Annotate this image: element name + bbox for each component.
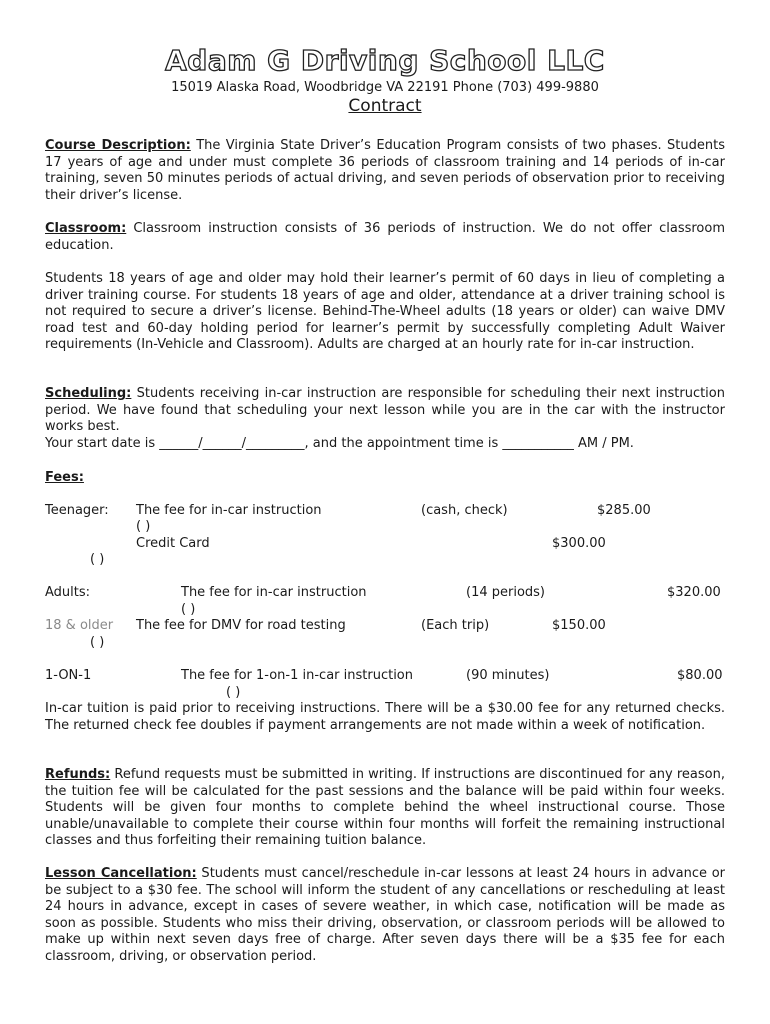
classroom-paragraph (45, 221, 725, 254)
tuition-paragraph: In-car tuition is paid prior to receiving instructions. There will be a $30.00 fee for any returned checks. The returned check fee doubles if payment arrangements are not made within a week of notification. (45, 701, 725, 733)
refunds-text: Refund requests must be submitted in writing. If instructions are discontinued for any reason, the tuition fee will be calculated for the past sessions and the balance will be paid within four weeks. Students will be given four months to complete behind the wheel instructional course. Those unable/unavailable to complete their course within four months will forfeit the remaining instructional classes and thus forfeiting their remaining tuition balance. (45, 767, 725, 849)
scheduling-label: Scheduling: (45, 386, 132, 401)
credit-card-label: Credit Card (136, 536, 210, 551)
adults-label: Adults: (45, 585, 91, 600)
refunds-paragraph (45, 767, 725, 850)
dmv-price: $150.00 (552, 618, 606, 633)
one-on-one-minutes: (90 minutes) (466, 668, 550, 683)
contract-heading: Contract (348, 96, 422, 116)
adult-checkbox-blank: ( ) (181, 602, 196, 617)
eighteen-older-label: 18 & older (45, 618, 114, 633)
teen-payment-method: (cash, check) (421, 503, 508, 518)
one-on-one-desc: The fee for 1-on-1 in-car instruction (181, 668, 414, 683)
school-name-title: Adam G Driving School LLC (165, 44, 605, 77)
school-address: 15019 Alaska Road, Woodbridge VA 22191 Phone (703) 499-9880 (171, 80, 599, 95)
dmv-checkbox-blank: ( ) (90, 635, 105, 650)
scheduling-text: Students receiving in-car instruction are responsible for scheduling their next instruction period. We have found that scheduling your next lesson while you are in the car with the instructor works best. (45, 386, 725, 435)
course-description-paragraph (45, 138, 725, 204)
adult-periods: (14 periods) (466, 585, 546, 600)
cancellation-paragraph (45, 866, 725, 966)
adults-paragraph: Students 18 years of age and older may hold their learner’s permit of 60 days in lieu of completing a driver training course. For students 18 years of age and older, attendance at a driver training school is not required to secure a driver’s license. Behind-The-Wheel adults (18 years or older) can waive DMV road test and 60-day holding period for learner’s permit by successfully completing Adult Waiver requirements (In-Vehicle and Classroom). Adults are charged at an hourly rate for in-car instruction. (45, 271, 725, 353)
teen-price: $285.00 (597, 503, 651, 518)
dmv-fee-desc: The fee for DMV for road testing (136, 618, 346, 633)
adult-fee-desc: The fee for in-car instruction (181, 585, 367, 600)
cancellation-label: Lesson Cancellation: (45, 866, 197, 881)
credit-card-price: $300.00 (552, 536, 606, 551)
one-on-one-label: 1-ON-1 (45, 668, 92, 683)
teen-fee-desc: The fee for in-car instruction (136, 503, 322, 518)
scheduling-paragraph (45, 386, 725, 452)
credit-card-checkbox-blank: ( ) (90, 552, 105, 567)
fees-label: Fees: (45, 470, 84, 485)
course-description-text: The Virginia State Driver’s Education Program consists of two phases. Students 17 years of age and under must complete 36 periods of classroom training and 14 periods of in-car training, seven 50 minutes periods of actual driving, and seven periods of observation prior to receiving their driver’s license. (45, 138, 726, 203)
teenager-label: Teenager: (45, 503, 109, 518)
cancellation-text: Students must cancel/reschedule in-car lessons at least 24 hours in advance or be subject to a $30 fee. The school will inform the student of any cancellations or rescheduling at least 24 hours in advance, except in cases of severe weather, in which case, notification will be made as soon as possible. Students who miss their driving, observation, or classroom periods will be allowed to make up within next seven days free of charge. After seven days there will be a $35 fee for each classroom, driving, or observation period. (45, 866, 725, 964)
one-on-one-checkbox-blank: ( ) (226, 685, 241, 700)
classroom-label: Classroom: (45, 221, 127, 236)
dmv-per-trip: (Each trip) (421, 618, 490, 633)
teen-checkbox-blank: ( ) (136, 519, 151, 534)
refunds-label: Refunds: (45, 767, 111, 782)
classroom-text: Classroom instruction consists of 36 periods of instruction. We do not offer classroom education. (45, 221, 725, 253)
start-date-line: Your start date is ______/______/_________, and the appointment time is ___________ AM / PM. (45, 435, 634, 451)
one-on-one-price: $80.00 (677, 668, 723, 683)
adult-price: $320.00 (667, 585, 721, 600)
course-description-label: Course Description: (45, 138, 191, 153)
